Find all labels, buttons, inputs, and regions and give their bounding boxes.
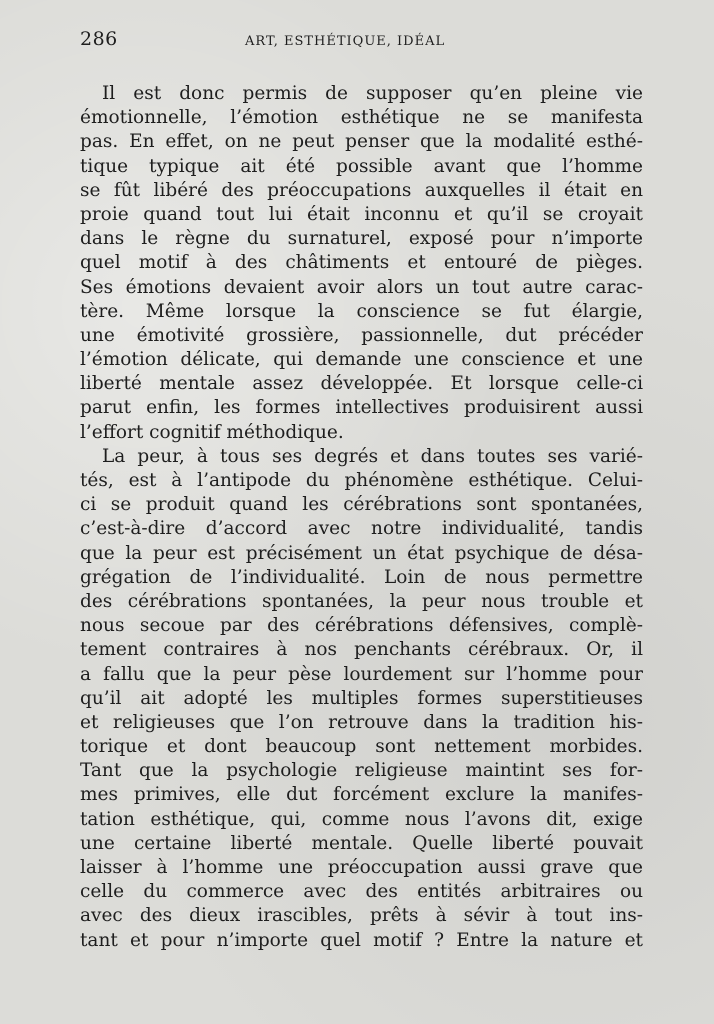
text-line: une certaine liberté mentale. Quelle liberté pouvait [80, 832, 643, 854]
text-line: qu’il ait adopté les multiples formes superstitieuses [80, 687, 643, 709]
text-line: celle du commerce avec des entités arbitraires ou [80, 881, 643, 903]
text-line: La peur, à tous ses degrés et dans toutes ses varié- [102, 445, 643, 467]
text-line: émotionnelle, l’émotion esthétique ne se manifesta [80, 107, 643, 129]
text-line: tés, est à l’antipode du phénomène esthétique. Celui- [80, 470, 643, 491]
text-line: des cérébrations spontanées, la peur nous trouble et [80, 590, 643, 612]
text-line: pas. En effet, on ne peut penser que la modalité esthé- [80, 131, 643, 153]
text-line: une émotivité grossière, passionnelle, dut précéder [80, 324, 643, 346]
text-line: a fallu que la peur pèse lourdement sur l’homme pour [80, 663, 643, 685]
text-line: mes primives, elle dut forcément exclure la manifes- [80, 784, 643, 806]
text-line: et religieuses que l’on retrouve dans la tradition his- [80, 711, 643, 733]
page-number: 286 [80, 28, 118, 50]
page-body [80, 82, 643, 953]
text-line: que la peur est précisément un état psychique de désa- [80, 542, 643, 564]
text-line: torique et dont beaucoup sont nettement morbides. [80, 736, 643, 758]
text-line: nous secoue par des cérébrations défensives, complè- [80, 615, 643, 637]
text-line: tement contraires à nos penchants cérébraux. Or, il [80, 639, 643, 661]
text-line: avec des dieux irascibles, prêts à sévir à tout ins- [80, 905, 643, 927]
text-line: quel motif à des châtiments et entouré de pièges. [80, 252, 643, 274]
text-line: Il est donc permis de supposer qu’en pleine vie [102, 83, 643, 104]
text-line: laisser à l’homme une préoccupation aussi grave que [80, 857, 643, 878]
paragraph-2 [80, 445, 643, 953]
text-line: tique typique ait été possible avant que l’homme [80, 155, 643, 177]
running-head: ART, ESTHÉTIQUE, IDÉAL [245, 34, 446, 49]
text-line: tation esthétique, qui, comme nous l’avons dit, exige [80, 808, 643, 830]
text-line: parut enfin, les formes intellectives produisirent aussi [80, 397, 643, 419]
text-line: Ses émotions devaient avoir alors un tout autre carac- [80, 276, 643, 298]
text-line: tant et pour n’importe quel motif ? Entre la nature et [80, 929, 643, 951]
paragraph-1 [80, 82, 643, 445]
text-line: se fût libéré des préoccupations auxquelles il était en [80, 179, 643, 201]
text-line: c’est-à-dire d’accord avec notre individualité, tandis [80, 518, 643, 540]
text-line: grégation de l’individualité. Loin de nous permettre [80, 566, 643, 588]
text-line: l’effort cognitif méthodique. [80, 421, 344, 443]
text-line: Tant que la psychologie religieuse maintint ses for- [80, 760, 643, 782]
page-header [80, 28, 644, 52]
text-line: l’émotion délicate, qui demande une conscience et une [80, 349, 643, 371]
text-line: proie quand tout lui était inconnu et qu’il se croyait [80, 203, 643, 225]
text-line: tère. Même lorsque la conscience se fut élargie, [80, 300, 643, 322]
text-line: dans le règne du surnaturel, exposé pour n’importe [80, 228, 643, 250]
text-line: liberté mentale assez développée. Et lorsque celle-ci [80, 373, 643, 395]
text-line: ci se produit quand les cérébrations sont spontanées, [80, 494, 643, 516]
